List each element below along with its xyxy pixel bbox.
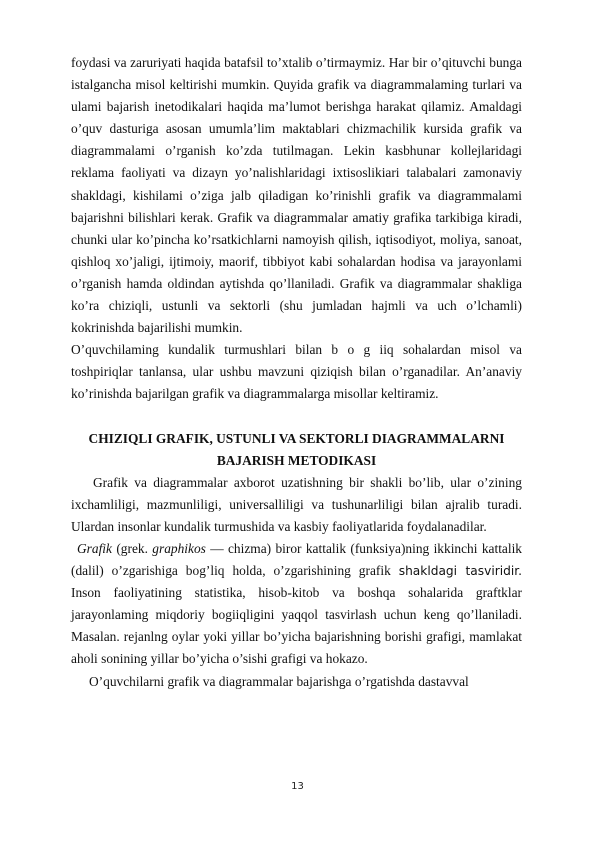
page-body — [71, 52, 522, 693]
paragraph-examples: O’quvchilaming kundalik turmushlari bilan b o g iiq sohalardan misol va toshpiriqlar tanlansa, ular ushbu mavzuni qiziqish bilan o’rganadilar. An’anaviy ko’rinishda bajarilgan grafik va diagrammalarga misollar keltiramiz. — [71, 342, 522, 402]
definition-text-2: — chizma) biror kattalik (funksiya)ning ikkinchi kattalik (dalil) o’zgarishiga bog’liq holda, o’zgarishining grafik — [71, 540, 522, 579]
section-spacer — [71, 406, 522, 428]
paragraph-grafik-definition — [71, 538, 522, 671]
page-number: 13 — [291, 781, 304, 792]
paragraph-definition-intro: Grafik va diagrammalar axborot uzatishning bir shakli bo’lib, ular o’zining ixchamliligi, mazmunliligi, universalliligi va tushunarliligi bilan ajralib turadi. Ulardan insonlar kundalik turmushida va kasbiy faoliyatlarida foydalanadilar. — [71, 474, 522, 534]
paragraph-intro: foydasi va zaruriyati haqida batafsil to’xtalib o’tirmaymiz. Har bir o’qituvchi bunga istalgancha misol keltirishi mumkin. Quyida grafik va diagrammalaming turlari va ulami bajarish inetodikalari haqida ma’lumot berishga harakat qilamiz. Amaldagi o’quv dasturiga asosan umumla’lim maktablari chizmachilik kursida grafik va diagrammalami o’rganish ko’zda tutilmagan. Lekin kasbhunar kollejlaridagi reklama faoliyati va dizayn yo’nalishlaridagi ixtisoslikiari talabalari zamonaviy shakldagi, kishilami o’ziga jalb qiladigan ko’rinishli grafik va diagrammalami bajarishni bilishlari kerak. Grafik va diagrammalar amatiy grafika tarkibiga kiradi, chunki ular ko’pincha ko’rsatkichlarni namoyish qilish, iqtisodiyot, moliya, sanoat, qishloq xo’jaligi, ijtimoiy, maorif, tibbiyot kabi sohalardan hodisa va jarayonlami o’rganish hamda oldindan aytishda qo’llaniladi. Grafik va diagrammalar shakliga ko’ra chiziqli, ustunli va sektorli (shu jumladan hajmli va uch o’lchamli) kokrinishda bajarilishi mumkin. — [71, 55, 522, 336]
term-grafik: Grafik — [77, 540, 112, 556]
definition-text-3: Inson faoliyatining statistika, hisob-kitob va boshqa sohalarida graftklar jarayonlaming miqdoriy bogiiqligini yaqqol tasvirlash uchun keng qo’llaniladi. Masalan. rejanlng oylar yoki yillar bo’yicha bajarishning borishi grafigi, mamlakat aholi sonining yillar bo’yicha o’sishi grafigi va hokazo. — [71, 585, 522, 667]
section-heading-line-2: BAJARISH METODIKASI — [216, 452, 377, 468]
greek-word: graphikos — [152, 540, 206, 556]
paragraph-continuation: O’quvchilarni grafik va diagrammalar bajarishga o’rgatishda dastavval — [89, 673, 469, 689]
definition-text-1: (grek. — [111, 540, 153, 556]
definition-sans-segment: shakldagi tasviridir. — [398, 564, 522, 579]
section-heading-line-1: CHIZIQLI GRAFIK, USTUNLI VA SEKTORLI DIAGRAMMALARNI — [88, 430, 505, 446]
